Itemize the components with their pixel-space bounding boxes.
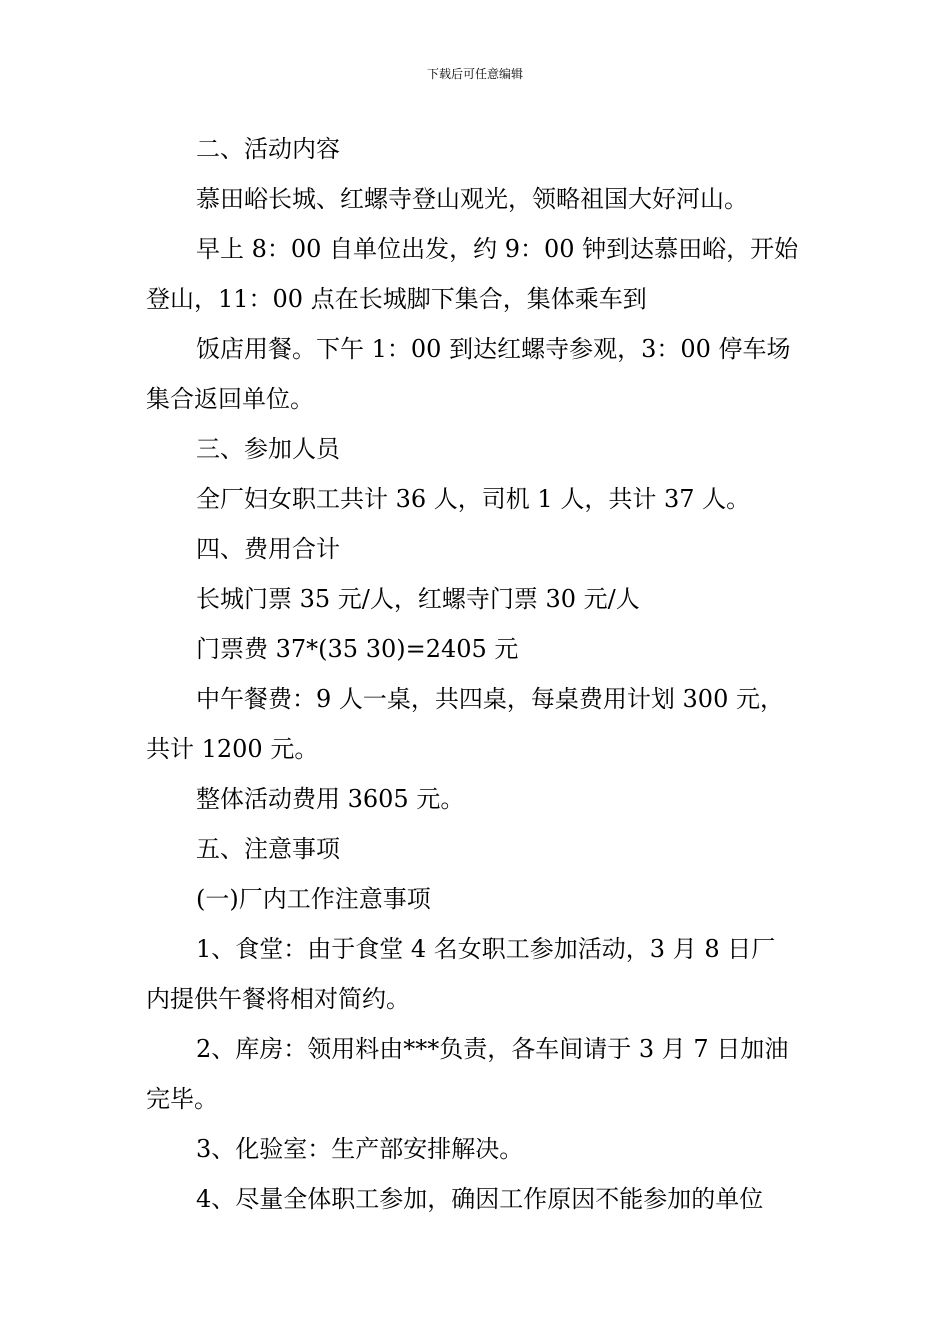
list-item-line: 2、库房：领用料由***负责，各车间请于 3 月 7 日加油 [196,1035,789,1063]
document-body [146,124,810,1224]
page-header: 下载后可任意编辑 [426,67,523,81]
section-heading-activity-content: 二、活动内容 [196,135,340,163]
paragraph-line: 全厂妇女职工共计 36 人，司机 1 人，共计 37 人。 [196,485,751,513]
list-item-line: 完毕。 [146,1085,218,1113]
list-item-line: 1、食堂：由于食堂 4 名女职工参加活动，3 月 8 日厂 [196,935,776,963]
paragraph-line: 早上 8：00 自单位出发，约 9：00 钟到达慕田峪，开始 [196,235,799,263]
subsection-heading: (一)厂内工作注意事项 [196,885,431,913]
paragraph-line: 门票费 37*(35 30)=2405 元 [196,635,519,663]
paragraph-line: 整体活动费用 3605 元。 [196,785,465,813]
paragraph-line: 中午餐费：9 人一桌，共四桌，每桌费用计划 300 元， [196,685,784,713]
section-heading-participants: 三、参加人员 [196,435,340,463]
section-heading-notes: 五、注意事项 [196,835,340,863]
paragraph-line: 长城门票 35 元/人，红螺寺门票 30 元/人 [196,585,640,613]
paragraph-line: 饭店用餐。下午 1：00 到达红螺寺参观，3：00 停车场 [196,335,791,363]
paragraph-line: 慕田峪长城、红螺寺登山观光，领略祖国大好河山。 [196,185,748,213]
paragraph-line: 登山，11：00 点在长城脚下集合，集体乘车到 [146,285,647,313]
section-heading-costs: 四、费用合计 [196,535,340,563]
paragraph-line: 集合返回单位。 [146,385,314,413]
list-item-line: 内提供午餐将相对简约。 [146,985,410,1013]
list-item-line: 4、尽量全体职工参加，确因工作原因不能参加的单位 [196,1185,764,1213]
list-item-line: 3、化验室：生产部安排解决。 [196,1135,524,1163]
paragraph-line: 共计 1200 元。 [146,735,319,763]
